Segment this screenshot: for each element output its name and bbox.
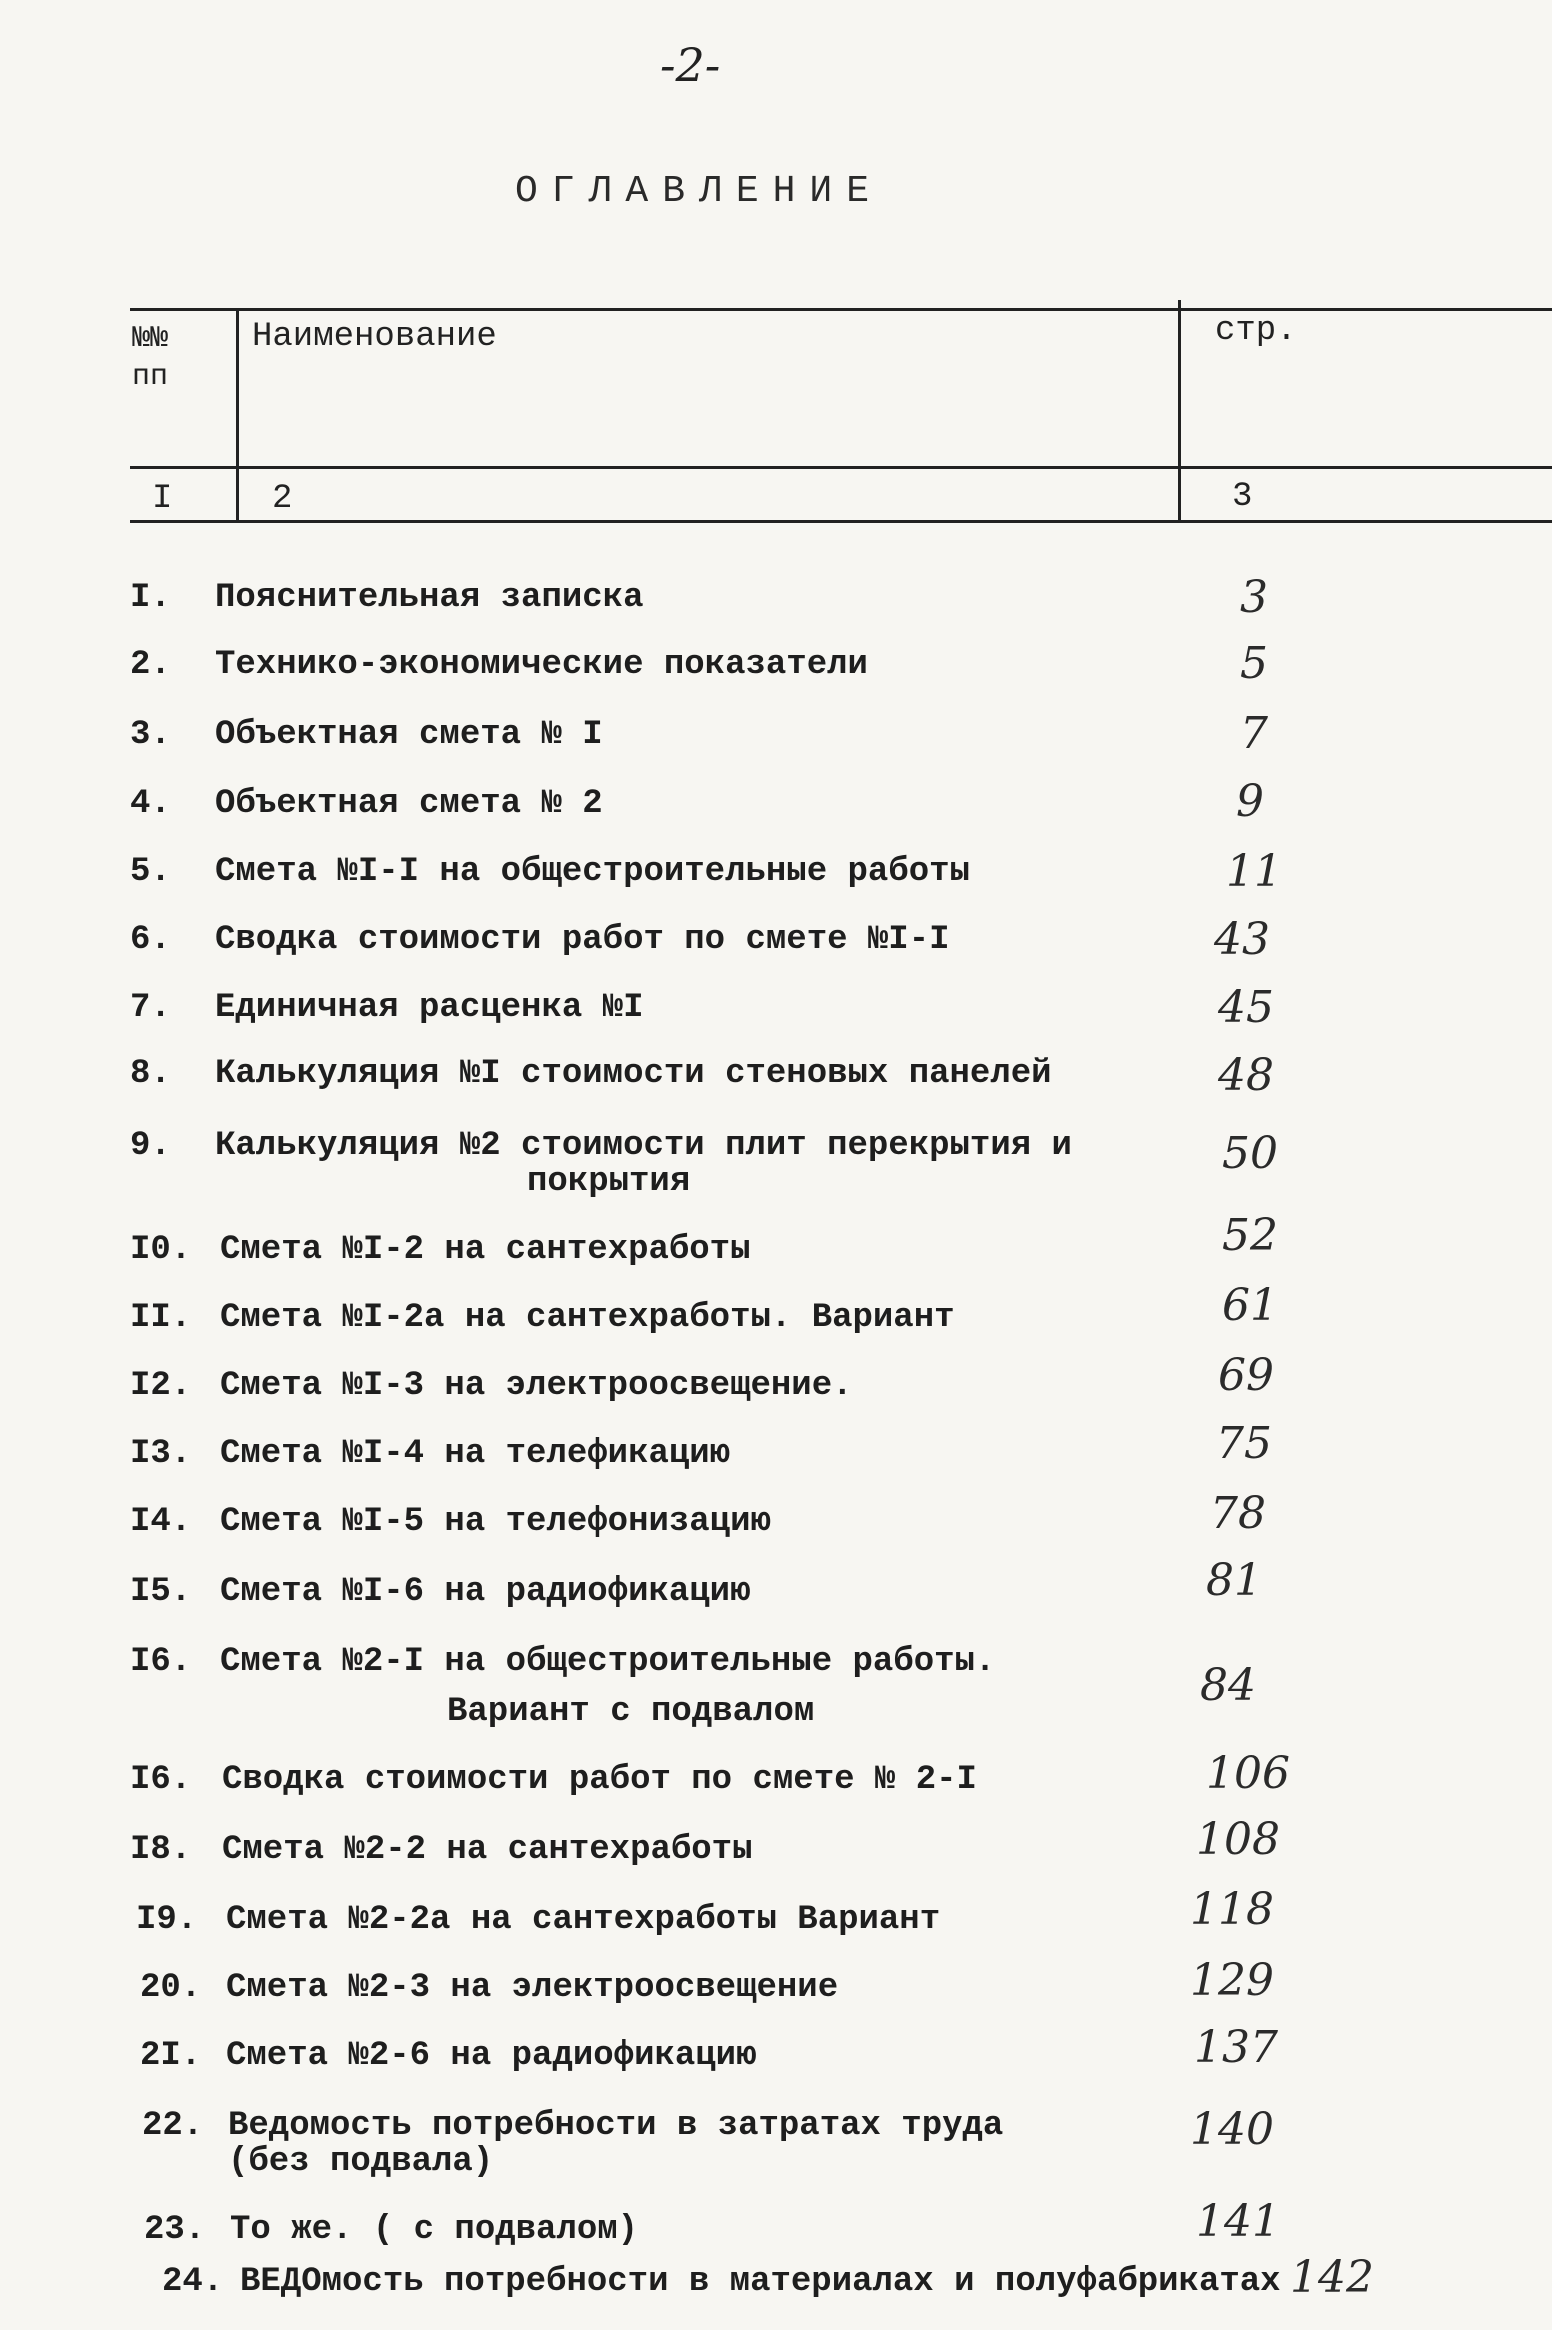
- entry-page: 108: [1196, 1814, 1280, 1865]
- entry-page: 7: [1240, 708, 1268, 759]
- entry-title: Смета №2-I на общестроительные работы.: [220, 1643, 996, 1681]
- table-col-divider-1: [236, 308, 239, 523]
- entry-title: Калькуляция №I стоимости стеновых панелей: [215, 1055, 1052, 1093]
- entry-page: 75: [1216, 1418, 1272, 1469]
- entry-title: ВЕДОмость потребности в материалах и полуфабрикатах: [240, 2263, 1281, 2301]
- entry-page: 50: [1222, 1128, 1278, 1179]
- entry-title: Сводка стоимости работ по смете №I-I: [215, 921, 950, 959]
- entry-number: I2.: [130, 1367, 192, 1405]
- entry-number: I8.: [130, 1831, 192, 1869]
- page-number: -2-: [660, 38, 721, 92]
- entry-page: 45: [1218, 982, 1274, 1033]
- entry-number: I.: [130, 579, 171, 617]
- entry-title: Смета №I-3 на электроосвещение.: [220, 1367, 853, 1405]
- entry-title: Смета №I-6 на радиофикацию: [220, 1573, 751, 1611]
- entry-number: 5.: [130, 853, 171, 891]
- entry-page: 140: [1190, 2104, 1274, 2155]
- page-title: ОГЛАВЛЕНИЕ: [515, 170, 884, 213]
- entry-title: Смета №I-I на общестроительные работы: [215, 853, 970, 891]
- table-header-rule: [130, 466, 1552, 469]
- entry-page: 141: [1196, 2196, 1280, 2247]
- entry-title: Смета №I-5 на телефонизацию: [220, 1503, 771, 1541]
- entry-title: Единичная расценка №I: [215, 989, 644, 1027]
- entry-number: I0.: [130, 1231, 192, 1269]
- entry-page: 52: [1222, 1210, 1278, 1261]
- entry-page: 43: [1214, 914, 1270, 965]
- entry-page: 142: [1290, 2252, 1374, 2303]
- entry-page: 81: [1206, 1555, 1262, 1606]
- entry-number: I5.: [130, 1573, 192, 1611]
- entry-number: 4.: [130, 785, 171, 823]
- entry-title: Пояснительная записка: [215, 579, 644, 617]
- entry-number: I6.: [130, 1761, 192, 1799]
- entry-page: 61: [1222, 1280, 1278, 1331]
- table-index-rule: [130, 520, 1552, 523]
- entry-number: I9.: [136, 1901, 198, 1939]
- entry-page: 118: [1190, 1884, 1274, 1935]
- entry-number: 8.: [130, 1055, 171, 1093]
- entry-title: Объектная смета № I: [215, 716, 603, 754]
- column-number-label-line2: пп: [132, 360, 169, 394]
- column-name-label: Наименование: [252, 318, 497, 356]
- entry-title: Технико-экономические показатели: [215, 646, 868, 684]
- entry-number: I4.: [130, 1503, 192, 1541]
- entry-title-continuation: покрытия: [527, 1163, 691, 1201]
- entry-page: 48: [1218, 1050, 1274, 1101]
- column-index-1: I: [152, 480, 173, 518]
- entry-number: 3.: [130, 716, 171, 754]
- entry-title: Смета №2-2а на сантехработы Вариант: [226, 1901, 941, 1939]
- entry-number: II.: [130, 1299, 192, 1337]
- entry-title: Смета №2-3 на электроосвещение: [226, 1969, 839, 2007]
- entry-page: 3: [1240, 572, 1268, 623]
- entry-title-continuation: Вариант с подвалом: [447, 1693, 815, 1731]
- entry-page: 106: [1206, 1748, 1290, 1799]
- entry-number: 20.: [140, 1969, 202, 2007]
- entry-title: Смета №I-2а на сантехработы. Вариант: [220, 1299, 955, 1337]
- entry-page: 9: [1236, 776, 1264, 827]
- entry-number: 6.: [130, 921, 171, 959]
- entry-number: I6.: [130, 1643, 192, 1681]
- entry-title: Смета №I-2 на сантехработы: [220, 1231, 751, 1269]
- entry-title: Калькуляция №2 стоимости плит перекрытия и: [215, 1127, 1072, 1165]
- entry-title: Смета №2-6 на радиофикацию: [226, 2037, 757, 2075]
- column-index-3: 3: [1232, 478, 1253, 516]
- entry-page: 5: [1240, 638, 1268, 689]
- column-number-label: [132, 320, 168, 396]
- entry-page: 69: [1218, 1350, 1274, 1401]
- entry-number: I3.: [130, 1435, 192, 1473]
- entry-page: 78: [1210, 1488, 1266, 1539]
- entry-title: То же. ( с подвалом): [230, 2211, 639, 2249]
- entry-number: 9.: [130, 1127, 171, 1165]
- entry-title-continuation: (без подвала): [228, 2143, 494, 2181]
- column-page-label: стр.: [1215, 312, 1297, 350]
- entry-title: Смета №2-2 на сантехработы: [222, 1831, 753, 1869]
- entry-page: 129: [1190, 1955, 1274, 2006]
- table-top-rule: [130, 308, 1552, 311]
- column-index-2: 2: [272, 480, 293, 518]
- entry-number: 2I.: [140, 2037, 202, 2075]
- entry-number: 2.: [130, 646, 171, 684]
- entry-number: 24.: [162, 2263, 224, 2301]
- column-number-label-line1: №№: [132, 322, 169, 356]
- entry-title: Сводка стоимости работ по смете № 2-I: [222, 1761, 977, 1799]
- entry-number: 23.: [144, 2211, 206, 2249]
- entry-number: 22.: [142, 2107, 204, 2145]
- entry-page: 137: [1194, 2022, 1278, 2073]
- entry-title: Ведомость потребности в затратах труда: [228, 2107, 1004, 2145]
- entry-title: Смета №I-4 на телефикацию: [220, 1435, 731, 1473]
- table-col-divider-2: [1178, 300, 1181, 523]
- entry-title: Объектная смета № 2: [215, 785, 603, 823]
- entry-number: 7.: [130, 989, 171, 1027]
- entry-page: 84: [1200, 1660, 1256, 1711]
- entry-page: 11: [1226, 846, 1282, 897]
